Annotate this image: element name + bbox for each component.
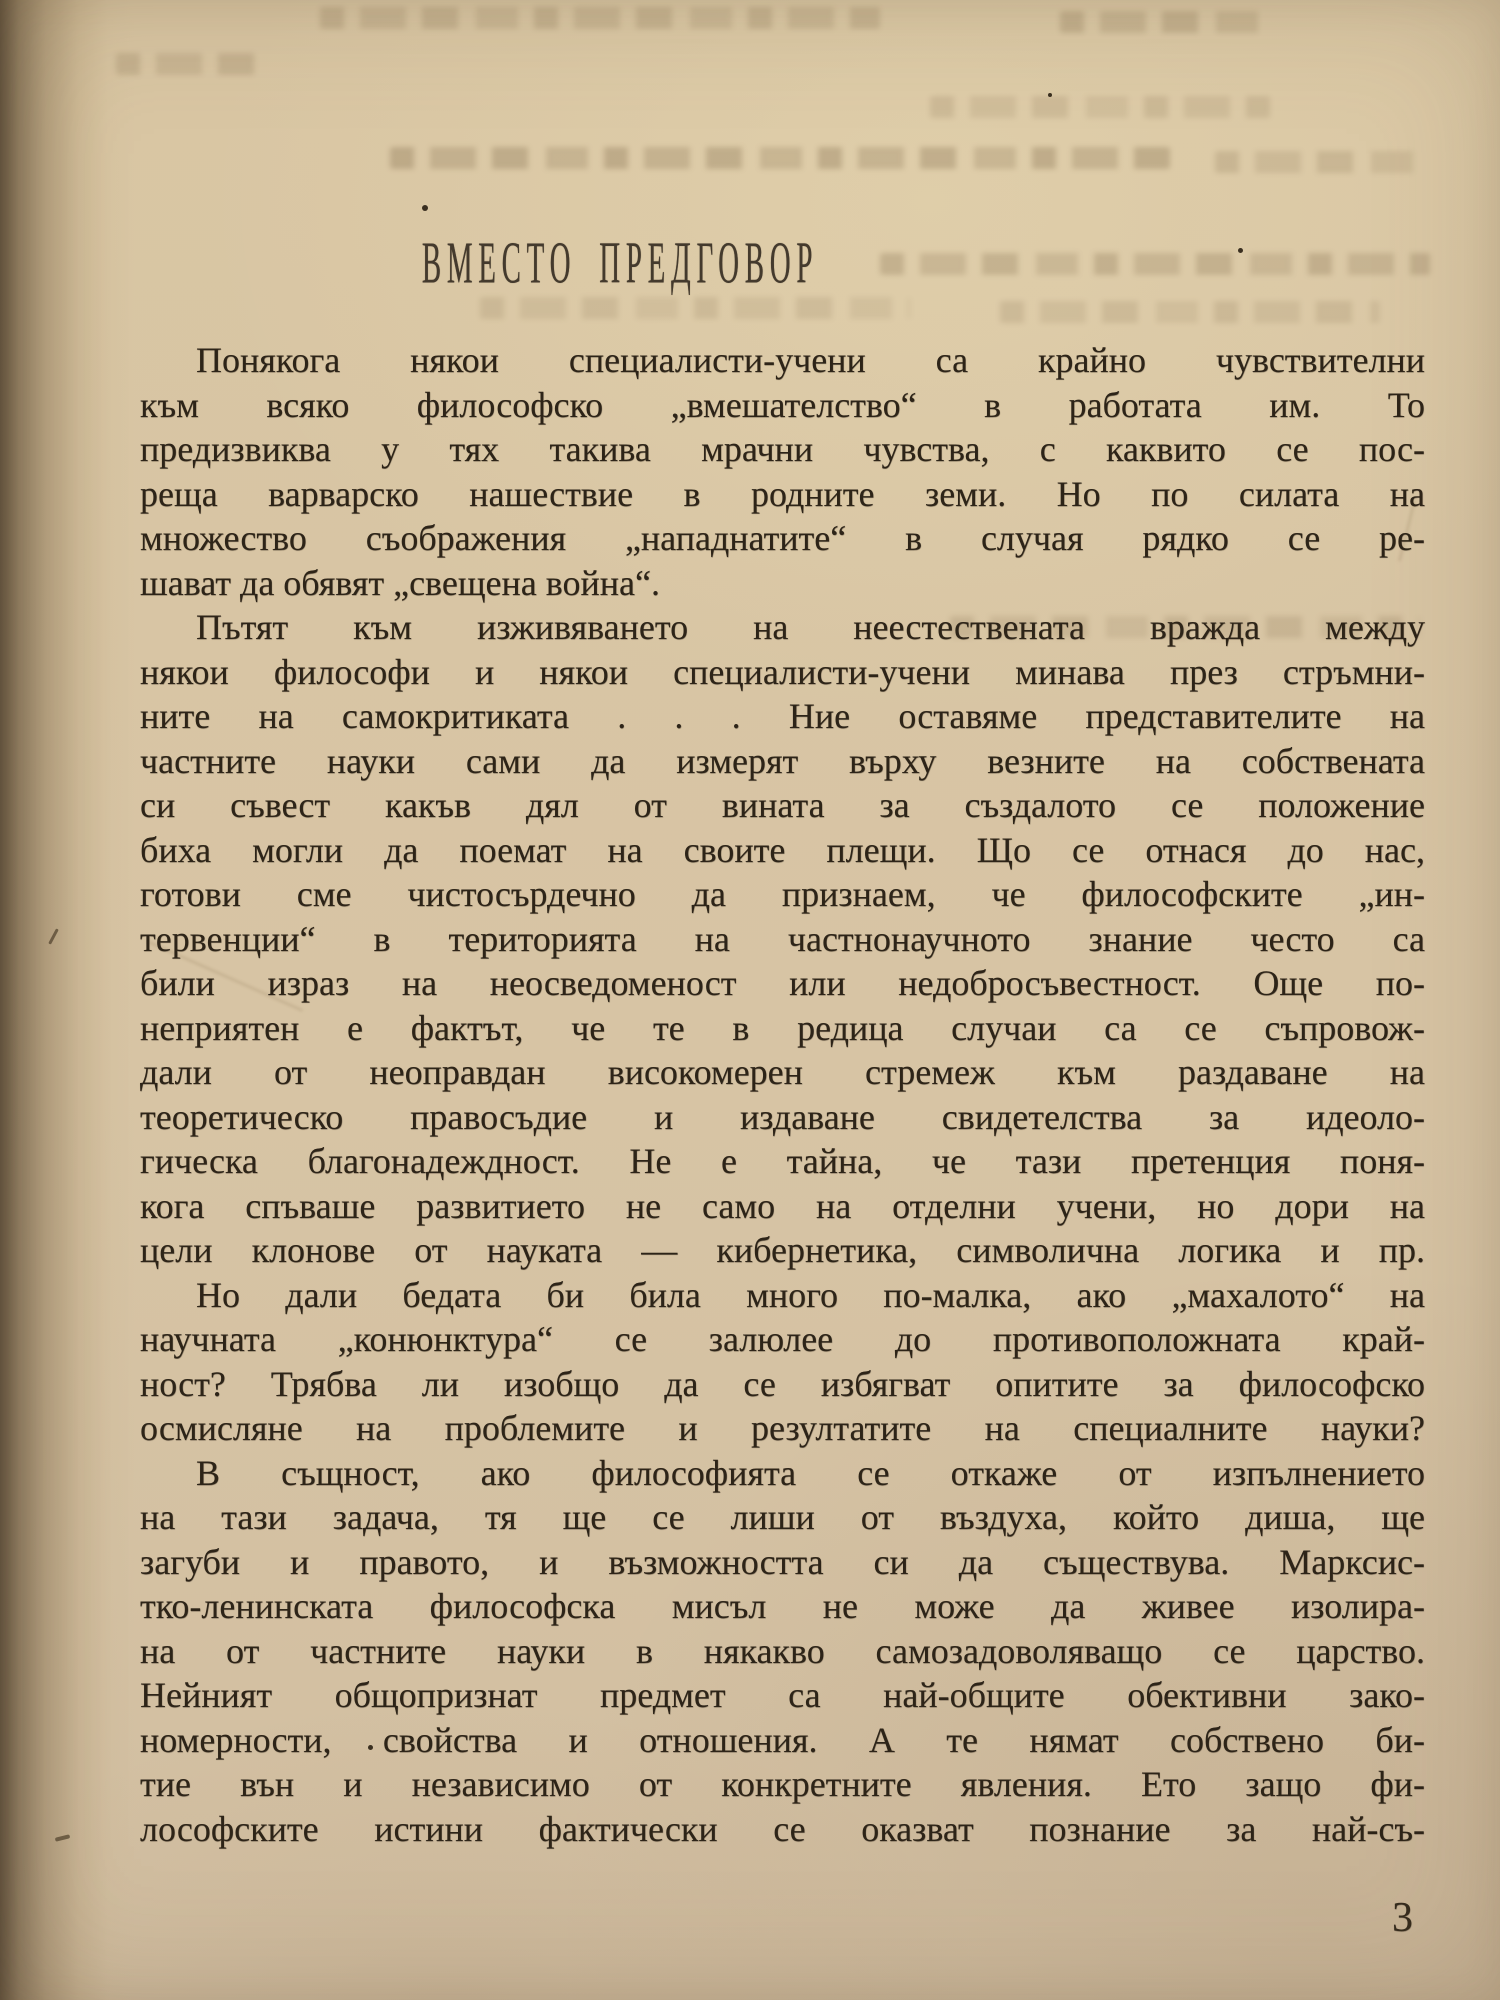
text-line: Но дали бедата би била много по-малка, ако „махалото“ на bbox=[196, 1274, 1425, 1315]
text-line: частните науки сами да измерят върху везните на собствената bbox=[140, 740, 1425, 781]
text-line: ност? Трябва ли изобщо да се избягват опитите за философско bbox=[140, 1363, 1425, 1404]
bleed-through-line bbox=[930, 96, 1270, 118]
text-line: кога спъваше развитието не само на отделни учени, но дори на bbox=[140, 1185, 1425, 1226]
text-line: загуби и правото, и възможността си да съществува. Марксис- bbox=[140, 1541, 1425, 1582]
paragraph bbox=[140, 338, 1425, 605]
text-line: лософските истини фактически се оказват познание за най-съ- bbox=[140, 1808, 1425, 1849]
bleed-through-line bbox=[880, 253, 1430, 275]
bleed-through-line bbox=[1215, 151, 1420, 173]
bleed-through-line bbox=[116, 53, 256, 75]
text-line: дали от неоправдан високомерен стремеж към раздаване на bbox=[140, 1052, 1425, 1092]
bleed-through-line bbox=[1060, 11, 1270, 33]
text-line: ните на самокритиката . . . Ние оставяме представителите на bbox=[140, 696, 1425, 736]
text-line: номерности, свойства и отношения. А те нямат собствено би- bbox=[140, 1719, 1425, 1760]
text-line: цели клонове от науката — кибернетика, символична логика и пр. bbox=[140, 1230, 1425, 1270]
ink-speck bbox=[422, 205, 428, 211]
text-line: тие вън и независимо от конкретните явления. Ето защо фи- bbox=[140, 1764, 1425, 1804]
text-line: тко-ленинската философска мисъл не може да живее изолира- bbox=[140, 1586, 1425, 1626]
paragraph bbox=[140, 605, 1425, 1273]
text-line: биха могли да поемат на своите плещи. Що се отнася до нас, bbox=[140, 829, 1425, 870]
text-line: готови сме чистосърдечно да признаем, че философските „ин- bbox=[140, 874, 1425, 914]
text-line: Пътят към изживяването на неестествената вражда между bbox=[196, 607, 1425, 647]
text-line: научната „конюнктура“ се залюлее до противоположната край- bbox=[140, 1319, 1425, 1359]
text-line: били израз на неосведоменост или недобросъвестност. Още по- bbox=[140, 963, 1425, 1003]
text-line: гическа благонадеждност. Не е тайна, че тази претенция поня- bbox=[140, 1141, 1425, 1181]
text-line: реща варварско нашествие в родните земи. Но по силата на bbox=[140, 473, 1425, 514]
text-line: си съвест какъв дял от вината за създалото се положение bbox=[140, 785, 1425, 825]
text-line: Понякога някои специалисти-учени са крайно чувствителни bbox=[196, 340, 1425, 380]
text-line: предизвиква у тях такива мрачни чувства, с каквито се пос- bbox=[140, 429, 1425, 469]
binding-shadow bbox=[0, 0, 135, 2000]
text-line: неприятен е фактът, че те в редица случаи са се съпровож- bbox=[140, 1007, 1425, 1048]
bleed-through-line bbox=[320, 7, 880, 29]
page-number: 3 bbox=[1392, 1895, 1413, 1941]
text-line: някои философи и някои специалисти-учени минава през стръмни- bbox=[140, 651, 1425, 692]
text-line: тервенции“ в територията на частнонаучното знание често са bbox=[140, 918, 1425, 959]
text-line: множество съображения „нападнатите“ в случая рядко се ре- bbox=[140, 518, 1425, 558]
bleed-through-line bbox=[480, 297, 910, 319]
bleed-through-line bbox=[390, 147, 1170, 169]
text-line: Нейният общопризнат предмет са най-общите обективни зако- bbox=[140, 1675, 1425, 1715]
text-line: към всяко философско „вмешателство“ в работата им. То bbox=[140, 384, 1425, 425]
text-line: В същност, ако философията се откаже от изпълнението bbox=[196, 1452, 1425, 1493]
text-line: на от частните науки в някакво самозадоволяващо се царство. bbox=[140, 1630, 1425, 1671]
ink-speck bbox=[1238, 248, 1243, 253]
text-line: теоретическо правосъдие и издаване свидетелства за идеоло- bbox=[140, 1096, 1425, 1137]
body-text bbox=[140, 338, 1425, 1851]
text-line: шават да обявят „свещена война“. bbox=[140, 562, 660, 603]
bleed-through-line bbox=[1000, 301, 1380, 323]
ink-speck bbox=[1048, 93, 1052, 97]
text-line: на тази задача, тя ще се лиши от въздуха, който диша, ще bbox=[140, 1497, 1425, 1537]
paragraph bbox=[140, 1273, 1425, 1451]
text-line: осмисляне на проблемите и резултатите на специалните науки? bbox=[140, 1408, 1425, 1448]
paragraph bbox=[140, 1451, 1425, 1852]
page-title: ВМЕСТО ПРЕДГОВОР bbox=[421, 229, 819, 296]
